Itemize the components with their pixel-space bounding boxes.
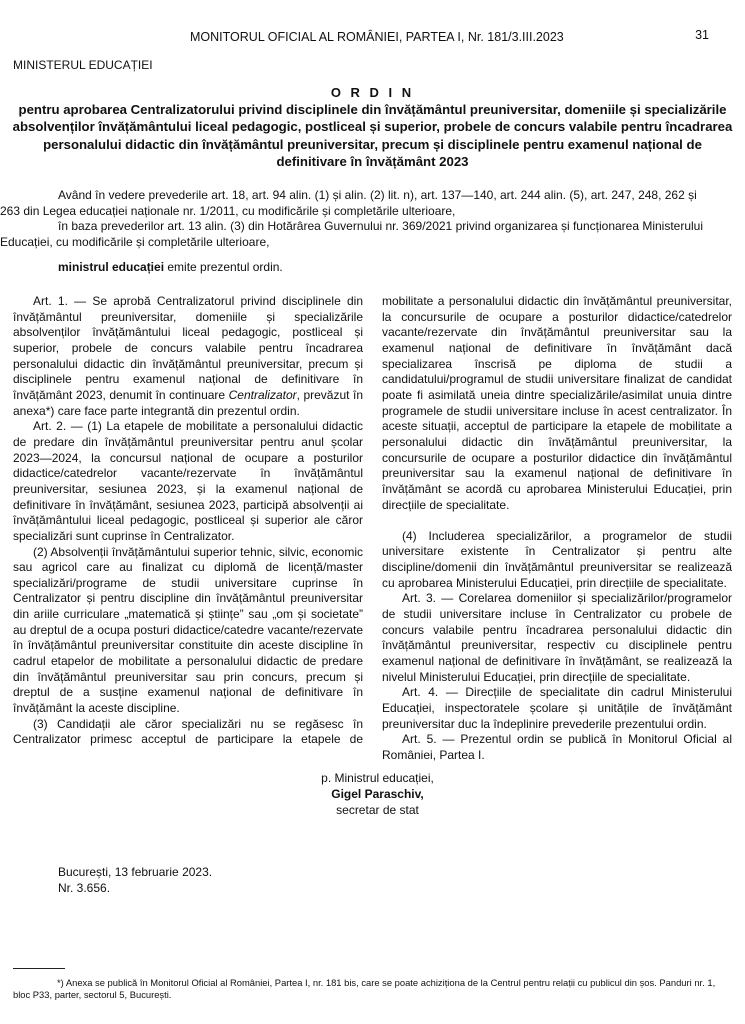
article-2-para-2: (2) Absolvenții învățământului superior tehnic, silvic, economic sau agricol care au finalizat cu diplomă de licență/master specializări/programe de studii universitare cuprinse în Centralizator și pentru discipline din învățământul preuniversitar din ariile curriculare „matematică și științe” sau „om și societate” au dreptul de a ocupa posturi didactice/catedre vacante/rezervate în învățământul preuniversitar constituite din aceste discipline în cadrul etapelor de mobilitate a personalului didactic de predare din învățământul preuniversitar sau prin concurs, precum și dreptul de a susține examenul național de definitivare în învățământ la aceste discipline. <box>13 544 363 716</box>
article-2-para-3-continuation-text <box>382 294 732 513</box>
article-4: Art. 4. — Direcțiile de specialitate din cadrul Ministerului Educației, inspectoratele școlare și unitățile de învățământ preuniversitar duc la îndeplinire prevederile prezentului ordin. <box>382 685 732 731</box>
issuing-ministry: MINISTERUL EDUCAȚIEI <box>13 58 153 72</box>
signatory-role: secretar de stat <box>336 803 419 817</box>
preamble-legal-basis-2: în baza prevederilor art. 13 alin. (3) din Hotărârea Guvernului nr. 369/2021 privind organizarea și funcționarea Ministerului Educației, cu modificările și completările ulterioare, <box>0 219 704 249</box>
footnote-text: *) Anexa se publică în Monitorul Oficial al României, Partea I, nr. 181 bis, care se poate achiziționa de la Centrul pentru relații cu publicul din șos. Panduri nr. 1, bloc P33, parter, sectorul 5, București. <box>13 977 716 1000</box>
article-1 <box>13 294 363 419</box>
place-and-date <box>58 864 212 896</box>
article-1-text-end: , prevăzut în anexa*) care face parte integrantă din prezentul ordin. <box>13 387 363 418</box>
order-number: Nr. 3.656. <box>58 881 111 895</box>
enacting-authority: ministrul educației <box>58 260 165 275</box>
article-5: Art. 5. — Prezentul ordin se publică în Monitorul Oficial al României, Partea I. <box>382 732 732 762</box>
signatory-title: p. Ministrul educației, <box>321 771 434 785</box>
enacting-clause <box>58 260 709 276</box>
issue-place-date: București, 13 februarie 2023. <box>58 865 213 879</box>
preamble <box>0 188 709 276</box>
enacting-text: emite prezentul ordin. <box>164 260 283 275</box>
page-number: 31 <box>695 28 709 42</box>
article-1-defined-term: Centralizator <box>228 387 297 402</box>
document-title-block <box>10 84 735 171</box>
articles-body <box>13 294 733 762</box>
article-3: Art. 3. — Corelarea domeniilor și specializărilor/programelor de studii universitare incluse în Centralizator cu probele de concurs valabile pentru încadrarea personalului didactic din învățământul preuniversitar, respectiv cu disciplinele pentru examenul național de definitivare în învățământ, se realizează la nivelul Ministerului Educației, prin direcțiile de specialitate. <box>382 591 732 684</box>
footnote-divider <box>13 968 65 969</box>
article-1-text: Art. 1. — Se aprobă Centralizatorul privind disciplinele din învățământul preuniversitar, domeniile și specializările absolvenților învățământului liceal pedagogic, postliceal și superior, probele de concurs valabile pentru încadrarea personalului didactic din învățământul preuniversitar, precum și disciplinele pentru examenul național de definitivare în învățământ 2023, denumit în continuare <box>13 294 363 402</box>
signatory-name: Gigel Paraschiv, <box>331 787 424 801</box>
article-2-para-1: Art. 2. — (1) La etapele de mobilitate a personalului didactic de predare din învățământul preuniversitar pentru anul școlar 2023—2024, la concursul național de ocupare a posturilor didactice/catedrelor vacante/rezervate în învățământul preuniversitar, sesiunea 2023, și la examenul național de definitivare în învățământ, sesiunea 2023, participă absolvenții ai învățământului liceal pedagogic, postliceal și superior ale căror specializări sunt cuprinse în Centralizator. <box>13 419 363 543</box>
document-subtitle: pentru aprobarea Centralizatorului privind disciplinele din învățământul preuniversitar, domeniile și specializările absolvenților învățământului liceal pedagogic, postliceal și superior, probele de concurs valabile pentru încadrarea personalului didactic din învățământul preuniversitar, precum și disciplinele pentru examenul național de definitivare în învățământ 2023 <box>12 102 733 170</box>
article-2-para-3-text: (3) Candidații ale căror specializări nu se regăsesc în Centralizator primesc acceptul de participare la etapele de <box>13 716 363 747</box>
article-2-para-3-continuation-span: mobilitate a personalului didactic din învățământul preuniversitar, la concursurile de ocupare a posturilor didactice/catedrelor vacante/rezervate din învățământul preuniversitar sau la examenul național de definitivare în învățământ dacă specializarea înscrisă pe diploma de studii a candidatului/programul de studii universitare finalizat de candidat poate fi asimilată uneia dintre specializările/asimilat unuia dintre programele de studii universitare incluse în acest centralizator. În aceste situații, acceptul de participare la etapele de mobilitate a personalului didactic din învățământul preuniversitar, la concursurile de ocupare a posturilor didactice din învățământul preuniversitar sau la examenul național de definitivare în învățământ se acordă cu aprobarea Ministerului Educației, prin direcțiile de specialitate. <box>382 294 732 512</box>
column-left <box>13 294 363 748</box>
gazette-title: MONITORUL OFICIAL AL ROMÂNIEI, PARTEA I, Nr. 181/3.III.2023 <box>190 30 564 44</box>
article-2-para-4: (4) Includerea specializărilor, a programelor de studii universitare existente în Centralizator și pentru alte discipline/domenii din învățământul preuniversitar se realizează cu aprobarea Ministerului Educației, prin direcțiile de specialitate. <box>382 528 732 590</box>
preamble-legal-basis-1: Având în vedere prevederile art. 18, art. 94 alin. (1) și alin. (2) lit. n), art. 137—140, art. 244 alin. (5), art. 247, 248, 262 și 263 din Legea educației naționale nr. 1/2011, cu modificările și completările ulterioare, <box>0 188 697 218</box>
article-2-para-3 <box>13 717 363 748</box>
signature-block <box>0 770 745 818</box>
column-right <box>382 294 732 764</box>
page-header <box>0 26 745 46</box>
document-type: O R D I N <box>330 85 415 100</box>
article-2-para-3-continued <box>382 294 732 529</box>
footnote <box>13 977 725 1001</box>
